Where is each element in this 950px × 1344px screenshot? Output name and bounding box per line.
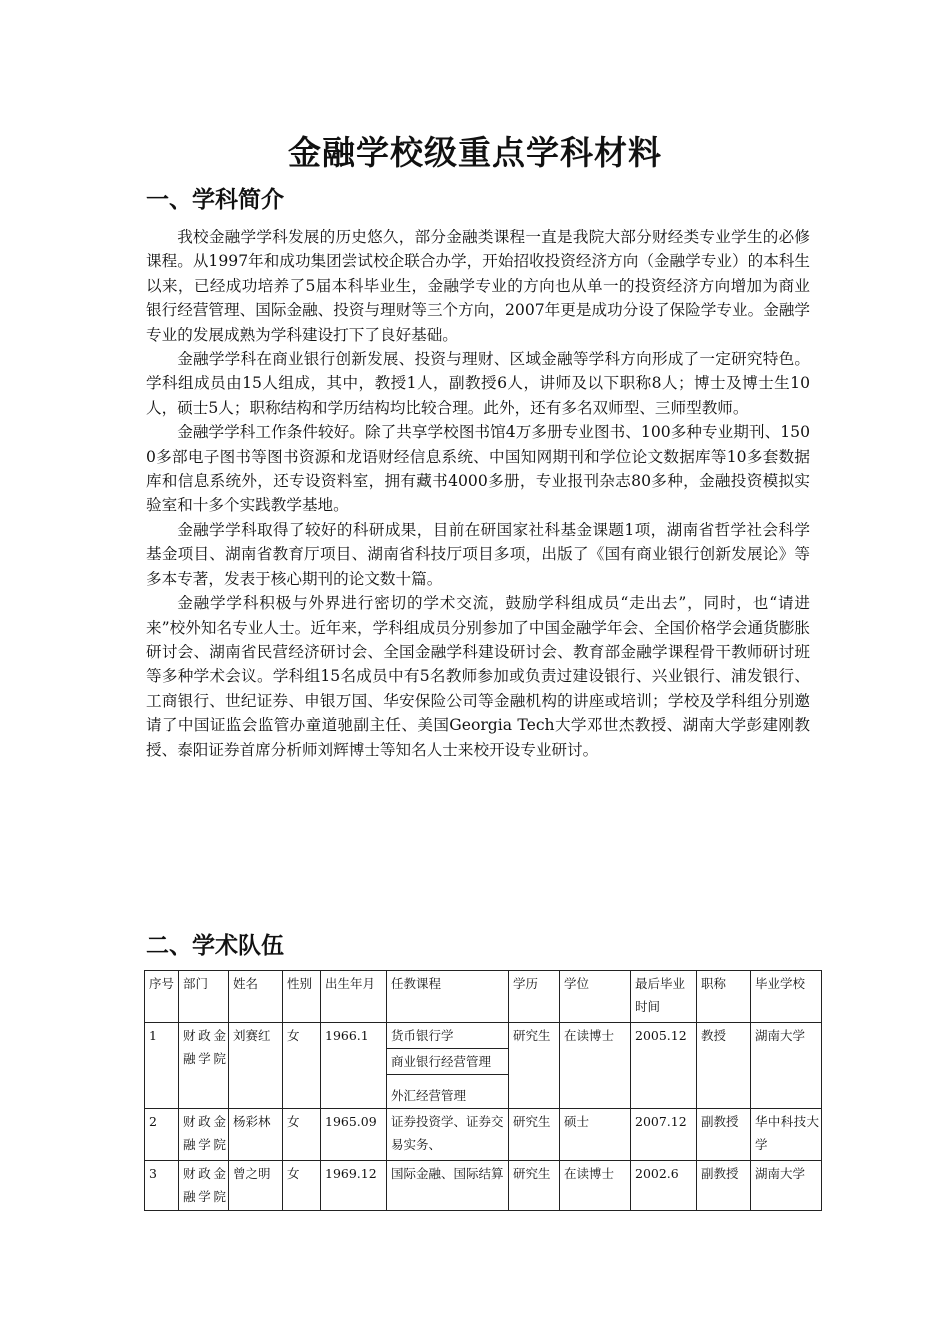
cell-education: 研究生 [509, 1023, 560, 1109]
intro-paragraph: 金融学学科在商业银行创新发展、投资与理财、区域金融等学科方向形成了一定研究特色。学科组成员由15人组成，其中，教授1人，副教授6人，讲师及以下职称8人；博士及博士生10人，硕士5人；职称结构和学历结构均比较合理。此外，还有多名双师型、三师型教师。 [146, 350, 810, 417]
cell-course: 商业银行经营管理 [387, 1049, 509, 1075]
header-cell-birth: 出生年月 [321, 971, 387, 1023]
table-row [145, 1109, 822, 1161]
cell-course: 外汇经营管理 [387, 1075, 509, 1109]
document-title: 金融学校级重点学科材料 [288, 133, 662, 172]
table-header-row [145, 971, 822, 1023]
cell-course: 证券投资学、证券交易实务、 [387, 1109, 509, 1161]
header-cell-name: 姓名 [229, 971, 283, 1023]
section-heading-introduction: 一、学科简介 [146, 187, 284, 213]
table-row [145, 1023, 822, 1049]
cell-gender: 女 [283, 1109, 321, 1161]
introduction-body [146, 225, 810, 762]
cell-dept: 财政金融学院 [179, 1109, 229, 1161]
cell-course: 货币银行学 [387, 1023, 509, 1049]
intro-paragraph: 金融学学科取得了较好的科研成果，目前在研国家社科基金课题1项，湖南省哲学社会科学基金项目、湖南省教育厅项目、湖南省科技厅项目多项，出版了《国有商业银行创新发展论》等多本专著，发表于核心期刊的论文数十篇。 [146, 520, 810, 588]
cell-no: 1 [145, 1023, 179, 1109]
header-cell-grad-time: 最后毕业时间 [631, 971, 697, 1023]
intro-paragraph: 金融学学科积极与外界进行密切的学术交流，鼓励学科组成员“走出去”，同时，也“请进来”校外知名专业人士。近年来，学科组成员分别参加了中国金融学年会、全国价格学会通货膨胀研讨会、湖南省民营经济研讨会、全国金融学科建设研讨会、教育部金融学课程骨干教师研讨班等多种学术会议。学科组15名成员中有5名教师参加或负责过建设银行、兴业银行、浦发银行、工商银行、世纪证券、申银万国、华安保险公司等金融机构的讲座或培训；学校及学科组分别邀请了中国证监会监管办童道驰副主任、美国Georgia Tech大学邓世杰教授、湖南大学彭建刚教授、泰阳证券首席分析师刘辉博士等知名人士来校开设专业研讨。 [146, 594, 810, 759]
header-cell-dept: 部门 [179, 971, 229, 1023]
cell-gender: 女 [283, 1161, 321, 1211]
section-heading-academic-team: 二、学术队伍 [146, 933, 284, 959]
cell-no: 3 [145, 1161, 179, 1211]
cell-grad-time: 2005.12 [631, 1023, 697, 1109]
cell-name: 杨彩林 [229, 1109, 283, 1161]
cell-title: 副教授 [697, 1161, 751, 1211]
cell-dept: 财政金融学院 [179, 1023, 229, 1109]
cell-grad-time: 2007.12 [631, 1109, 697, 1161]
cell-degree: 在读博士 [560, 1161, 631, 1211]
cell-degree: 在读博士 [560, 1023, 631, 1109]
cell-name: 刘赛红 [229, 1023, 283, 1109]
cell-no: 2 [145, 1109, 179, 1161]
cell-birth: 1965.09 [321, 1109, 387, 1161]
header-cell-education: 学历 [509, 971, 560, 1023]
cell-grad-time: 2002.6 [631, 1161, 697, 1211]
table-row [145, 1161, 822, 1211]
intro-paragraph: 我校金融学学科发展的历史悠久，部分金融类课程一直是我院大部分财经类专业学生的必修课程。从1997年和成功集团尝试校企联合办学，开始招收投资经济方向（金融学专业）的本科生以来，已经成功培养了5届本科毕业生，金融学专业的方向也从单一的投资经济方向增加为商业银行经营管理、国际金融、投资与理财等三个方向，2007年更是成功分设了保险学专业。金融学专业的发展成熟为学科建设打下了良好基础。 [146, 228, 810, 344]
cell-education: 研究生 [509, 1109, 560, 1161]
header-cell-gender: 性别 [283, 971, 321, 1023]
cell-school: 湖南大学 [751, 1023, 822, 1109]
cell-course: 国际金融、国际结算 [387, 1161, 509, 1211]
header-cell-school: 毕业学校 [751, 971, 822, 1023]
cell-school: 湖南大学 [751, 1161, 822, 1211]
cell-birth: 1966.1 [321, 1023, 387, 1109]
cell-degree: 硕士 [560, 1109, 631, 1161]
cell-gender: 女 [283, 1023, 321, 1109]
header-cell-courses: 任教课程 [387, 971, 509, 1023]
cell-title: 教授 [697, 1023, 751, 1109]
cell-dept: 财政金融学院 [179, 1161, 229, 1211]
cell-school: 华中科技大学 [751, 1109, 822, 1161]
cell-education: 研究生 [509, 1161, 560, 1211]
header-cell-title: 职称 [697, 971, 751, 1023]
academic-team-table [144, 970, 822, 1211]
header-cell-no: 序号 [145, 971, 179, 1023]
cell-name: 曾之明 [229, 1161, 283, 1211]
cell-title: 副教授 [697, 1109, 751, 1161]
intro-paragraph: 金融学学科工作条件较好。除了共享学校图书馆4万多册专业图书、100多种专业期刊、1500多部电子图书等图书资源和龙语财经信息系统、中国知网期刊和学位论文数据库等10多套数据库和信息系统外，还专设资料室，拥有藏书4000多册，专业报刊杂志80多种，金融投资模拟实验室和十多个实践教学基地。 [146, 423, 810, 515]
header-cell-degree: 学位 [560, 971, 631, 1023]
cell-birth: 1969.12 [321, 1161, 387, 1211]
